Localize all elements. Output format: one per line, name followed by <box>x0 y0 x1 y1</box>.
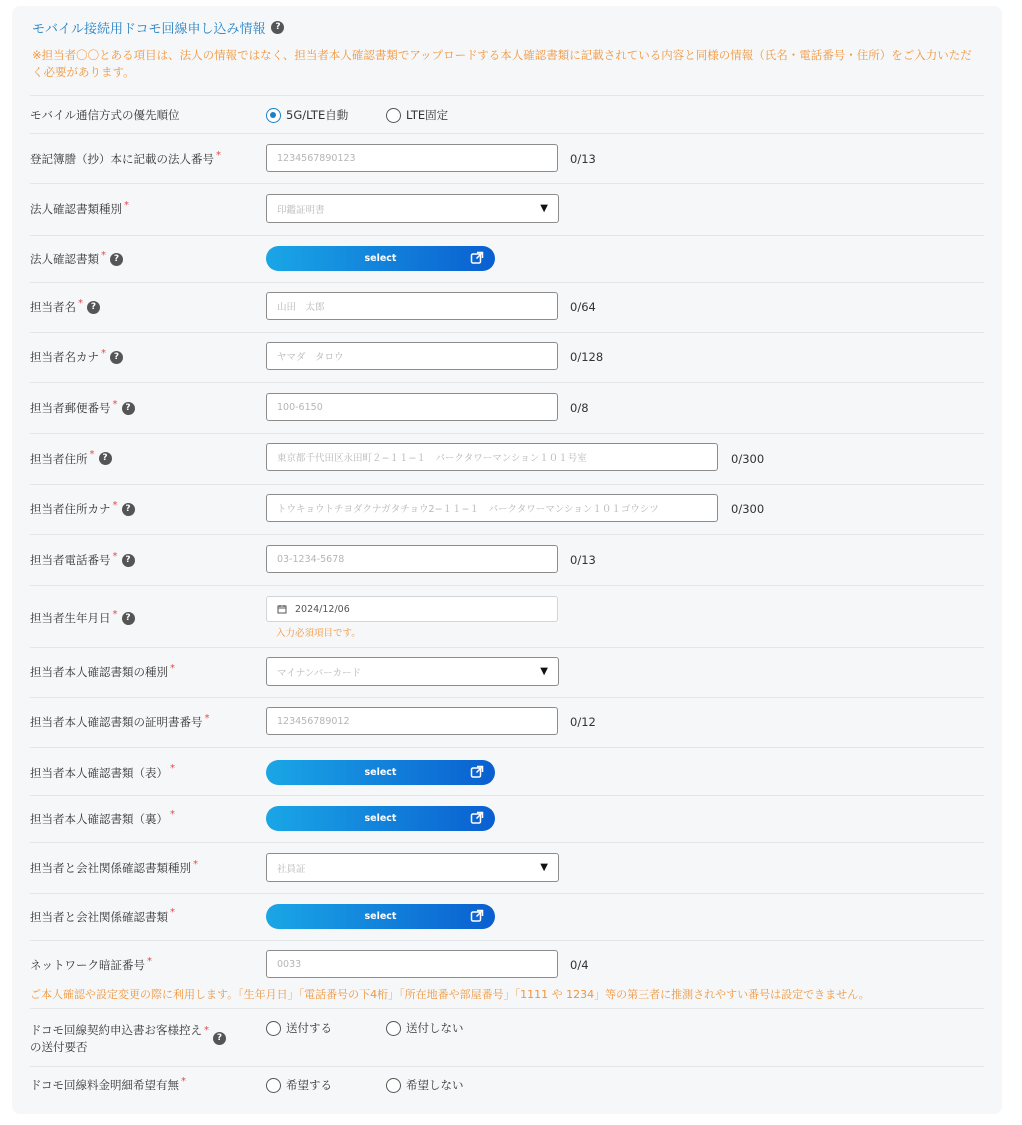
external-link-icon <box>470 811 484 825</box>
divider <box>30 534 984 535</box>
char-counter: 0/300 <box>731 502 765 516</box>
divider <box>30 183 984 184</box>
external-link-icon <box>470 765 484 779</box>
row-birthday <box>30 596 984 640</box>
chevron-down-icon: ▼ <box>540 666 548 677</box>
char-counter: 0/4 <box>570 958 589 972</box>
id-number-label: 担当者本人確認書類の証明書番号 * <box>30 712 210 729</box>
row-address <box>30 443 984 474</box>
zip-input[interactable]: 100-6150 <box>266 393 558 421</box>
row-id-type <box>30 657 984 687</box>
divider <box>30 332 984 333</box>
detail-label: ドコモ回線料金明細希望有無 * <box>30 1075 187 1092</box>
zip-label: 担当者郵便番号 * ? <box>30 400 135 416</box>
row-corp-doc <box>30 246 984 272</box>
divider <box>30 940 984 941</box>
radio-selected-icon <box>266 108 281 123</box>
address-input[interactable]: 東京都千代田区永田町２−１１−１ パークタワーマンション１０１号室 <box>266 443 718 471</box>
section-title <box>32 18 992 37</box>
id-type-select[interactable]: マイナンバーカード ▼ <box>266 657 559 686</box>
row-id-front <box>30 760 984 785</box>
row-corp-number <box>30 144 984 174</box>
help-icon[interactable]: ? <box>99 452 112 465</box>
radio-5g-lte-auto[interactable]: 5G/LTE自動 <box>266 107 348 123</box>
help-icon[interactable]: ? <box>213 1032 226 1045</box>
char-counter: 0/128 <box>570 350 604 364</box>
row-corp-doc-type <box>30 194 984 224</box>
row-network-pin <box>30 950 984 980</box>
divider <box>30 697 984 698</box>
address-kana-input[interactable]: トウキョウトチヨダクナガタチョウ2−１１−１ パークタワーマンション１０１ゴウシツ <box>266 494 718 522</box>
divider <box>30 1008 984 1009</box>
corp-number-label: 登記簿謄（抄）本に記載の法人番号 * <box>30 149 221 166</box>
id-front-select-button[interactable]: select <box>266 760 495 785</box>
row-id-number <box>30 707 984 737</box>
corp-doc-label: 法人確認書類 * ? <box>30 251 123 267</box>
priority-label: モバイル通信方式の優先順位 <box>30 108 180 122</box>
divider <box>30 433 984 434</box>
relation-type-label: 担当者と会社関係確認書類種別 * <box>30 858 198 875</box>
char-counter: 0/300 <box>731 451 765 466</box>
help-icon[interactable]: ? <box>110 351 123 364</box>
radio-icon <box>266 1078 281 1093</box>
char-counter: 0/12 <box>570 715 596 729</box>
corp-number-input[interactable]: 1234567890123 <box>266 144 558 172</box>
id-front-label: 担当者本人確認書類（表） * <box>30 763 175 780</box>
row-zip <box>30 393 984 423</box>
external-link-icon <box>470 251 484 265</box>
divider <box>30 747 984 748</box>
radio-icon <box>386 1078 401 1093</box>
pin-hint: ご本人確認や設定変更の際に利用します。「生年月日」「電話番号の下4桁」「所在地番や部屋番号」「1111 や 1234」等の第三者に推測されやすい番号は設定できません。 <box>30 988 870 1001</box>
corp-doc-select-button[interactable]: select <box>266 246 495 271</box>
help-icon[interactable]: ? <box>122 612 135 625</box>
divider <box>30 585 984 586</box>
divider <box>30 235 984 236</box>
radio-icon <box>386 108 401 123</box>
id-type-label: 担当者本人確認書類の種別 * <box>30 662 175 679</box>
relation-doc-label: 担当者と会社関係確認書類 * <box>30 907 175 924</box>
name-input[interactable]: 山田 太郎 <box>266 292 558 320</box>
phone-input[interactable]: 03-1234-5678 <box>266 545 558 573</box>
help-icon[interactable]: ? <box>87 301 100 314</box>
send-copy-label: ドコモ回線契約申込書お客様控え の送付要否 * ? <box>30 1022 226 1056</box>
calendar-icon <box>277 604 287 614</box>
help-icon[interactable]: ? <box>110 253 123 266</box>
row-name <box>30 292 984 322</box>
relation-type-select[interactable]: 社員証 ▼ <box>266 853 559 882</box>
divider <box>30 1066 984 1067</box>
row-name-kana <box>30 342 984 372</box>
name-kana-input[interactable]: ヤマダ タロウ <box>266 342 558 370</box>
char-counter: 0/64 <box>570 300 596 314</box>
radio-send[interactable]: 送付する <box>266 1020 332 1036</box>
corp-doc-type-label: 法人確認書類種別 * <box>30 199 129 216</box>
row-send-copy <box>30 1018 984 1058</box>
row-phone <box>30 545 984 575</box>
radio-icon <box>266 1021 281 1036</box>
row-address-kana <box>30 494 984 524</box>
radio-icon <box>386 1021 401 1036</box>
external-link-icon <box>470 909 484 923</box>
divider <box>30 484 984 485</box>
divider <box>30 133 984 134</box>
help-icon[interactable]: ? <box>122 554 135 567</box>
divider <box>30 647 984 648</box>
divider <box>30 282 984 283</box>
form-header <box>32 18 992 81</box>
row-detail <box>30 1075 984 1095</box>
divider <box>30 382 984 383</box>
row-relation-type <box>30 853 984 883</box>
radio-want[interactable]: 希望する <box>266 1077 332 1093</box>
pin-input[interactable]: 0033 <box>266 950 558 978</box>
address-label: 担当者住所 * ? <box>30 451 112 467</box>
relation-doc-select-button[interactable]: select <box>266 904 495 929</box>
row-priority <box>30 104 984 126</box>
birthday-label: 担当者生年月日 * ? <box>30 610 135 626</box>
name-kana-label: 担当者名カナ * ? <box>30 349 123 365</box>
char-counter: 0/13 <box>570 152 596 166</box>
phone-label: 担当者電話番号 * ? <box>30 552 135 568</box>
divider <box>30 795 984 796</box>
radio-lte-fixed[interactable]: LTE固定 <box>386 107 448 123</box>
pin-label: ネットワーク暗証番号 * <box>30 955 152 972</box>
chevron-down-icon: ▼ <box>540 862 548 873</box>
help-icon[interactable]: ? <box>271 21 284 34</box>
radio-not-want[interactable]: 希望しない <box>386 1077 464 1093</box>
section-title-text: モバイル接続用ドコモ回線申し込み情報 <box>32 22 266 37</box>
help-icon[interactable]: ? <box>122 402 135 415</box>
birthday-error: 入力必須項目です。 <box>276 628 361 639</box>
name-label: 担当者名 * ? <box>30 299 100 315</box>
divider <box>30 842 984 843</box>
birthday-date-input[interactable]: 2024/12/06 <box>266 596 558 622</box>
char-counter: 0/13 <box>570 553 596 567</box>
corp-doc-type-select[interactable]: 印鑑証明書 ▼ <box>266 194 559 223</box>
row-id-back <box>30 806 984 831</box>
id-back-label: 担当者本人確認書類（裏） * <box>30 809 175 826</box>
id-number-input[interactable]: 123456789012 <box>266 707 558 735</box>
id-back-select-button[interactable]: select <box>266 806 495 831</box>
divider <box>30 893 984 894</box>
radio-no-send[interactable]: 送付しない <box>386 1020 464 1036</box>
divider <box>30 95 984 96</box>
help-icon[interactable]: ? <box>122 503 135 516</box>
notice-text: ※担当者〇〇とある項目は、法人の情報ではなく、担当者本人確認書類でアップロードする本人確認書類に記載されている内容と同様の情報（氏名・電話番号・住所）をご入力いただく必要があります。 <box>32 48 972 79</box>
char-counter: 0/8 <box>570 401 589 415</box>
address-kana-label: 担当者住所カナ * ? <box>30 501 135 517</box>
row-relation-doc <box>30 904 984 929</box>
chevron-down-icon: ▼ <box>540 203 548 214</box>
